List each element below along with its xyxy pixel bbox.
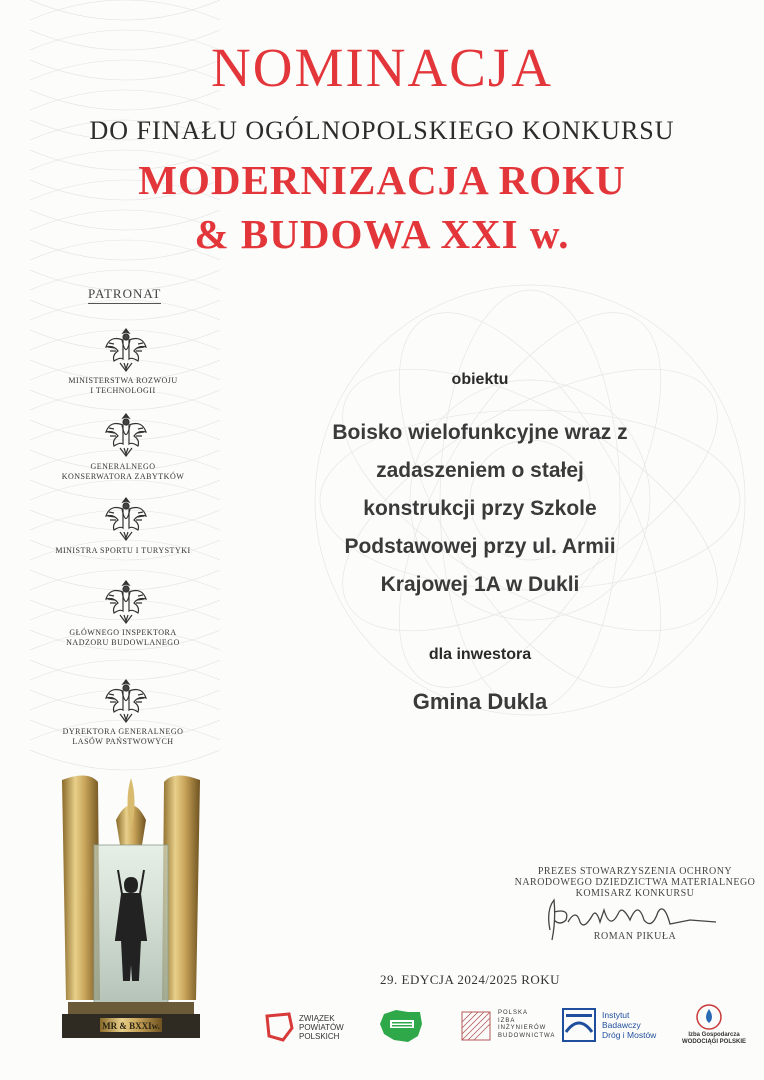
- patron-institution: MINISTERSTWA ROZWOJU I TECHNOLOGII: [68, 376, 178, 395]
- certificate-title: NOMINACJA: [211, 37, 553, 98]
- polish-eagle-emblem-icon: [104, 325, 148, 375]
- patron-institution: GŁÓWNEGO INSPEKTORA NADZORU BUDOWLANEGO: [66, 628, 180, 647]
- poland-map-logo-icon: [378, 1006, 426, 1046]
- polish-eagle-emblem-icon: [104, 676, 148, 726]
- partner-logo-label: POLSKA IZBA INŻYNIERÓW BUDOWNICTWA: [498, 1010, 556, 1039]
- polish-eagle-emblem-icon: [104, 410, 148, 460]
- object-name-line: zadaszeniem o stałej: [376, 459, 584, 482]
- water-drop-logo-icon: [692, 1002, 726, 1032]
- piib-logo-icon: [460, 1008, 494, 1044]
- certificate-subtitle: DO FINAŁU OGÓLNOPOLSKIEGO KONKURSU: [89, 116, 675, 145]
- polish-eagle-emblem-icon: [104, 577, 148, 627]
- signatory-title-line: NARODOWEGO DZIEDZICTWA MATERIALNEGO: [514, 877, 756, 888]
- partner-logo-zpp: [263, 1010, 344, 1047]
- object-name: [290, 414, 670, 604]
- partner-logo-label: ZWIĄZEK POWIATÓW POLSKICH: [299, 1014, 344, 1041]
- polish-eagle-emblem-icon: [104, 494, 148, 544]
- investor-label: dla inwestora: [428, 646, 532, 663]
- signatory-title-line: KOMISARZ KONKURSU: [575, 888, 695, 899]
- object-name-line: Podstawowej przy ul. Armii: [344, 535, 616, 558]
- trophy-plaque-text: MR & BXXIw.: [102, 1021, 160, 1031]
- partner-logo-ibdim: [562, 1008, 657, 1047]
- contest-name-line1: MODERNIZACJA ROKU: [138, 157, 626, 203]
- object-name-line: Krajowej 1A w Dukli: [380, 573, 580, 596]
- patronat-heading: PATRONAT: [88, 286, 161, 304]
- partner-logo-label: Izba Gospodarcza WODOCIĄGI POLSKIE: [682, 1032, 747, 1045]
- zpp-logo-icon: [263, 1010, 295, 1042]
- object-name-line: Boisko wielofunkcyjne wraz z: [332, 421, 628, 444]
- patron-institution: MINISTRA SPORTU I TURYSTYKI: [55, 546, 191, 555]
- trophy-image: [58, 770, 204, 1042]
- signatory-title-line: PREZES STOWARZYSZENIA OCHRONY: [537, 866, 733, 877]
- patron-institution: GENERALNEGO KONSERWATORA ZABYTKÓW: [61, 462, 185, 481]
- object-name-line: konstrukcji przy Szkole: [363, 497, 597, 520]
- partner-logo-piib: [460, 1008, 556, 1049]
- patron-institution: DYREKTORA GENERALNEGO LASÓW PAŃSTWOWYCH: [62, 727, 184, 746]
- partner-logo-label: Instytut Badawczy Dróg i Mostów: [602, 1010, 657, 1040]
- partner-logo-green: [378, 1006, 426, 1051]
- object-label: obiektu: [451, 371, 509, 388]
- contest-name-line2: & BUDOWA XXI w.: [194, 211, 570, 257]
- edition-text: 29. EDYCJA 2024/2025 ROKU: [380, 972, 561, 987]
- investor-name: Gmina Dukla: [412, 689, 548, 714]
- signatory-name: ROMAN PIKUŁA: [593, 931, 677, 942]
- ibdim-logo-icon: [562, 1008, 596, 1042]
